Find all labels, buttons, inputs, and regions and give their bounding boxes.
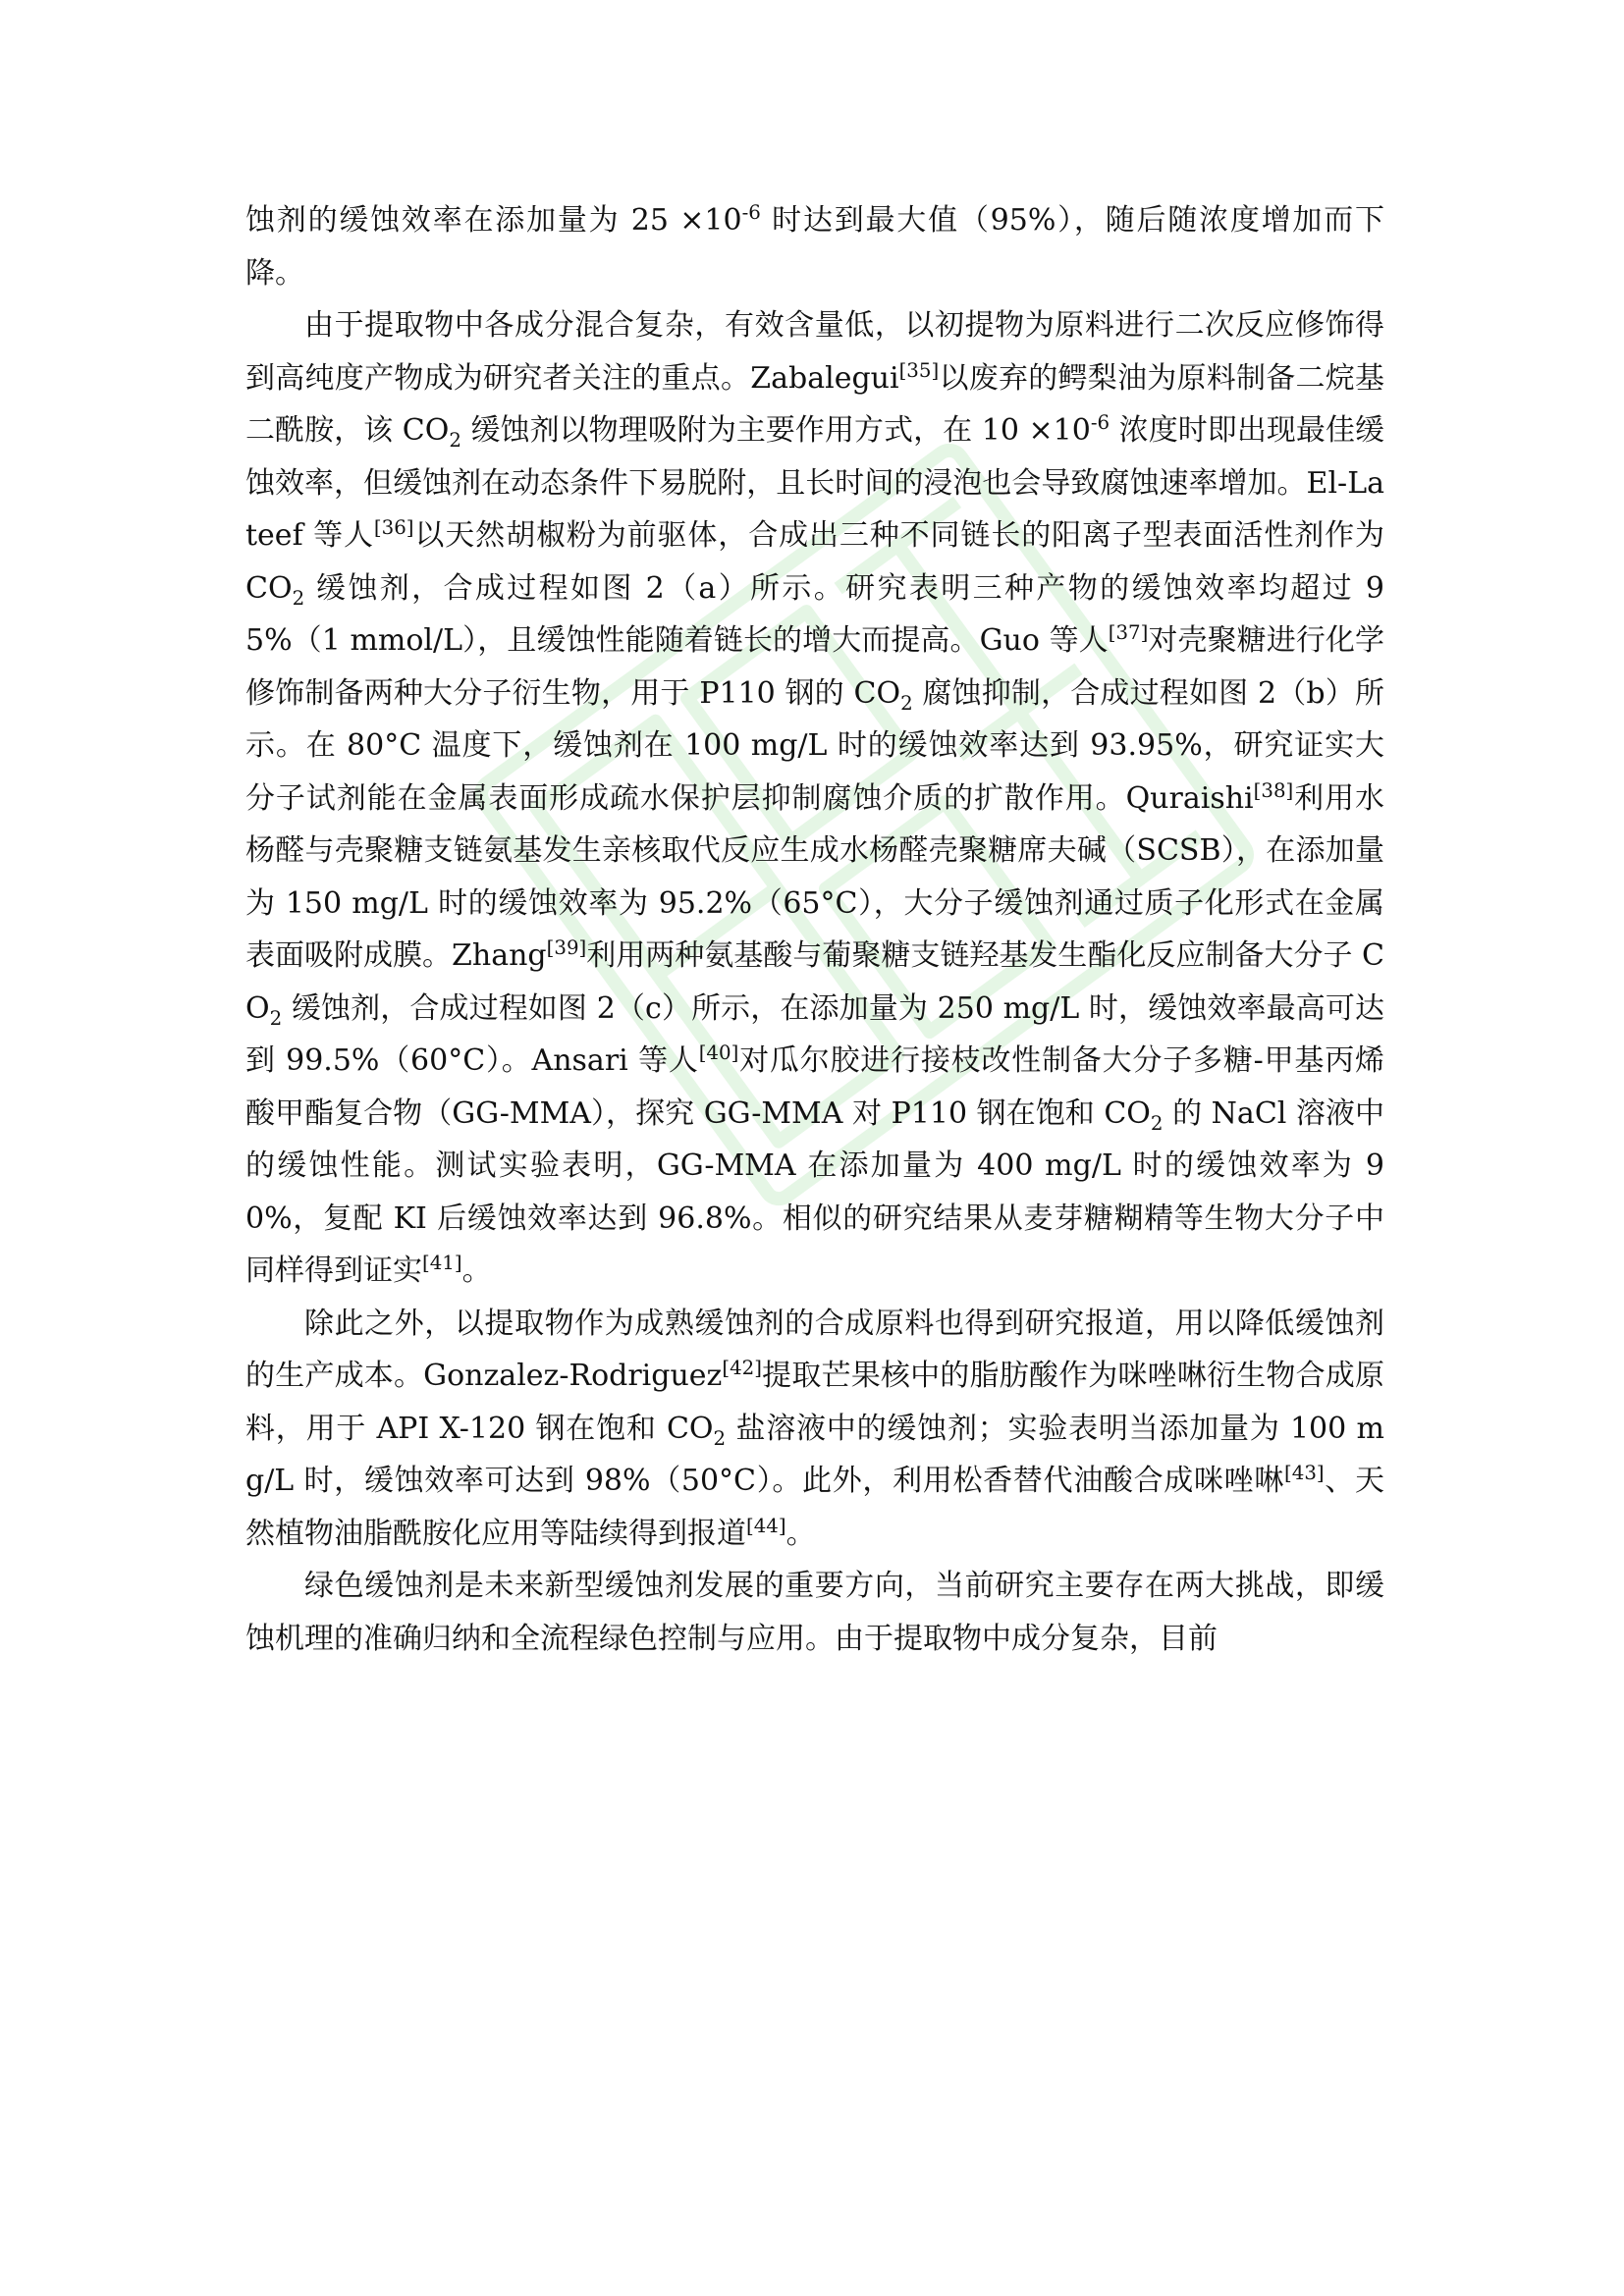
superscript: [43] [1284, 1462, 1325, 1484]
text-run: 的 NaCl 溶液中的缓蚀性能。测试实验表明，GG-MMA 在添加量为 400 mg/L 时的缓蚀效率为 90%，复配 KI 后缓蚀效率达到 96.8%。相似的研究结果从麦芽糖糊精等生物大分子中同样得到证实 [245, 1095, 1385, 1288]
superscript: [42] [722, 1357, 762, 1379]
superscript: [41] [422, 1252, 462, 1274]
paragraph-4 [245, 1560, 1384, 1665]
superscript: [35] [898, 358, 940, 382]
subscript: 2 [269, 1006, 283, 1030]
superscript: -6 [741, 201, 761, 224]
text-run: 盐溶液中的缓蚀剂；实验表明当添加量为 100 mg/L 时，缓蚀效率可达到 98%（50°C）。此外，利用松香替代油酸合成咪唑啉 [245, 1411, 1384, 1498]
superscript: [37] [1108, 621, 1149, 644]
text-run: 利用水杨醛与壳聚糖支链氨基发生亲核取代反应生成水杨醛壳聚糖席夫碱（SCSB），在添加量为 150 mg/L 时的缓蚀效率为 95.2%（65°C），大分子缓蚀剂通过质子化形式在金属表面吸附成膜。Zhang [245, 780, 1384, 973]
text-run: 以天然胡椒粉为前驱体，合成出三种不同链长的阳离子型表面活性剂作为 CO [245, 518, 1385, 606]
subscript: 2 [292, 586, 305, 610]
subscript: 2 [900, 691, 913, 715]
text-run: 绿色缓蚀剂是未来新型缓蚀剂发展的重要方向，当前研究主要存在两大挑战，即缓蚀机理的准确归纳和全流程绿色控制与应用。由于提取物中成分复杂，目前 [245, 1569, 1384, 1656]
paragraph-3 [245, 1298, 1384, 1561]
text-run: 提取芒果核中的脂肪酸作为咪唑啉衍生物合成原料，用于 API X-120 钢在饱和 CO [245, 1359, 1384, 1446]
text-run: 腐蚀抑制，合成过程如图 2（b）所示。在 80°C 温度下，缓蚀剂在 100 mg/L 时的缓蚀效率达到 93.95%，研究证实大分子试剂能在金属表面形成疏水保护层抑制腐蚀介质的扩散作用。Quraishi [245, 675, 1384, 816]
text-run: 对瓜尔胶进行接枝改性制备大分子多糖-甲基丙烯酸甲酯复合物（GG-MMA），探究 GG-MMA 对 P110 钢在饱和 CO [245, 1043, 1384, 1131]
text-run: 缓蚀剂，合成过程如图 2（c）所示，在添加量为 250 mg/L 时，缓蚀效率最高可达到 99.5%（60°C）。Ansari 等人 [245, 990, 1384, 1078]
text-run: 浓度时即出现最佳缓蚀效率，但缓蚀剂在动态条件下易脱附，且长时间的浸泡也会导致腐蚀速率增加。El-Lateef 等人 [245, 413, 1384, 553]
text-run: 缓蚀剂以物理吸附为主要作用方式，在 10 ×10 [460, 413, 1091, 448]
text-run: 对壳聚糖进行化学修饰制备两种大分子衍生物，用于 P110 钢的 CO [245, 623, 1384, 711]
text-run: 由于提取物中各成分混合复杂，有效含量低，以初提物为原料进行二次反应修饰得到高纯度产物成为研究者关注的重点。Zabalegui [245, 308, 1384, 396]
text-run: 蚀剂的缓蚀效率在添加量为 25 ×10 [245, 203, 742, 238]
subscript: 2 [713, 1426, 727, 1450]
text-run: 、天然植物油脂酰胺化应用等陆续得到报道 [245, 1464, 1384, 1551]
superscript: [36] [373, 516, 414, 539]
text-run: 利用两种氨基酸与葡聚糖支链羟基发生酯化反应制备大分子 CO [245, 938, 1384, 1026]
subscript: 2 [449, 429, 461, 452]
superscript: [39] [546, 936, 587, 959]
paragraph-1 [245, 194, 1384, 299]
text-run: 。 [461, 1254, 492, 1288]
text-run: 。 [785, 1516, 816, 1551]
superscript: -6 [1090, 411, 1110, 434]
paragraph-2 [245, 299, 1384, 1298]
superscript: [44] [746, 1514, 786, 1537]
text-run: 缓蚀剂，合成过程如图 2（a）所示。研究表明三种产物的缓蚀效率均超过 95%（1 mmol/L），且缓蚀性能随着链长的增大而提高。Guo 等人 [245, 570, 1384, 658]
superscript: [38] [1253, 778, 1294, 802]
text-run: 以废弃的鳄梨油为原料制备二烷基二酰胺，该 CO [245, 360, 1384, 448]
text-run: 时达到最大值（95%），随后随浓度增加而下降。 [245, 203, 1384, 291]
document-body [245, 194, 1384, 1665]
text-run: 除此之外，以提取物作为成熟缓蚀剂的合成原料也得到研究报道，用以降低缓蚀剂的生产成本。Gonzalez-Rodriguez [245, 1306, 1384, 1393]
superscript: [40] [698, 1041, 739, 1064]
subscript: 2 [1150, 1111, 1164, 1135]
